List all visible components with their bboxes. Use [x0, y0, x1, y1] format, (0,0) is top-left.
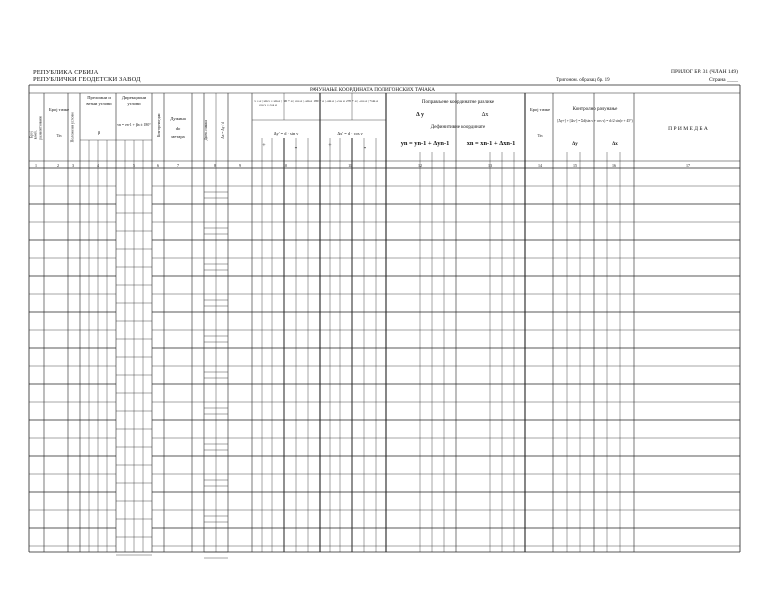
final-coords-label: Дефинитивне координате: [430, 125, 486, 130]
dy-formula: Δy' = d · sin ν: [273, 131, 299, 136]
dx-formula: Δx' = d · cos ν: [337, 131, 363, 136]
col-number: 15: [573, 163, 577, 168]
col-point-no-label: Број тачке: [48, 107, 70, 112]
control-formula: [Δy+] + [Δx-] = Σd(sin ν + cos ν) = d√2 sin(ν + 45°): [557, 119, 633, 123]
col-angle-corr-label: Днеи. сланна: [203, 120, 208, 141]
col-number: 9: [239, 163, 241, 168]
col-number: 3: [72, 163, 74, 168]
final-formula-x: xn = xn-1 + Δxn-1: [466, 140, 516, 147]
col-number: 10: [283, 163, 287, 168]
col-number: 14: [538, 163, 542, 168]
quadrant-1-label: ν = α | sin ν = sin α | cos ν = cos α: [254, 99, 282, 108]
header-institute: РЕПУБЛИЧКИ ГЕОДЕТСКИ ЗАВОД: [33, 76, 141, 83]
col-point-no2-label: Број тачке: [529, 107, 551, 112]
col-measured-angle-label: Положени углови: [69, 112, 75, 143]
col-ordinal-label: Број в.мех. ра.налитзовани: [29, 116, 43, 140]
col-length-label: Дужина: [170, 116, 186, 121]
col-number: 12: [418, 163, 422, 168]
dy-symbol: Δ y: [416, 112, 424, 118]
form-reference: Тригоном. образац бр. 19: [556, 78, 610, 83]
quadrant-2-label: 90 + α | cos α | -sin α: [283, 99, 313, 103]
col-point-sym: Tn: [56, 133, 62, 138]
header-republic: РЕПУБЛИКА СРБИЈА: [33, 69, 99, 76]
col-number: 11: [348, 163, 352, 168]
header-attachment: ПРИЛОГ БР. 31 (ЧЛАН 149): [671, 69, 738, 75]
col-number: 2: [57, 163, 59, 168]
col-length-do: do: [175, 126, 181, 131]
col-number: 1: [35, 163, 37, 168]
remarks-label: П Р И М Е Д Б А: [668, 126, 708, 132]
control-dx: Δx: [612, 142, 618, 147]
col-number: 6: [157, 163, 159, 168]
col-refraction-label: Преломни и везни углови: [86, 95, 112, 106]
col-number: 17: [686, 163, 690, 168]
col-number: 7: [177, 163, 179, 168]
col-refraction-sym: β: [97, 130, 101, 135]
table-title: РАЧУНАЊЕ КООРДИНАТА ПОЛИГОНСКИХ ТАЧАКА: [310, 86, 436, 93]
dy-minus: -: [294, 143, 298, 152]
col-number: 8: [214, 163, 216, 168]
final-formula-y: yn = yn-1 + Δyn-1: [400, 140, 450, 147]
col-number: 13: [488, 163, 492, 168]
corrected-diff-label: Поправљене координатне разлике: [421, 100, 495, 105]
dy-plus: +: [262, 143, 266, 149]
dx-minus: -: [363, 143, 367, 152]
control-dy: Δy: [572, 142, 578, 147]
col-corr-label: Ком-према-дни: [156, 113, 161, 137]
col-direction-formula: νn = νn-1 + βn ± 180°: [117, 123, 151, 127]
col-direction-label: Дирекциони углови: [121, 95, 147, 106]
quadrant-4-label: 270 + α | -cos α | +sin α: [346, 99, 378, 103]
col-number: 5: [133, 163, 135, 168]
col-number: 4: [97, 163, 99, 168]
col-dx-ratio-label: Δx = Δy / d: [220, 121, 225, 139]
control-label: Контролно рачунање: [572, 107, 618, 112]
page-label: Страна ____: [708, 77, 738, 83]
col-length-meters: метара: [171, 134, 185, 139]
dx-plus: +: [328, 143, 332, 149]
col-number: 16: [612, 163, 616, 168]
dx-symbol: Δx: [481, 112, 489, 118]
quadrant-3-label: 180 + α | -sin α | -cos α: [313, 99, 345, 103]
col-point-sym2: Tn: [537, 133, 543, 138]
